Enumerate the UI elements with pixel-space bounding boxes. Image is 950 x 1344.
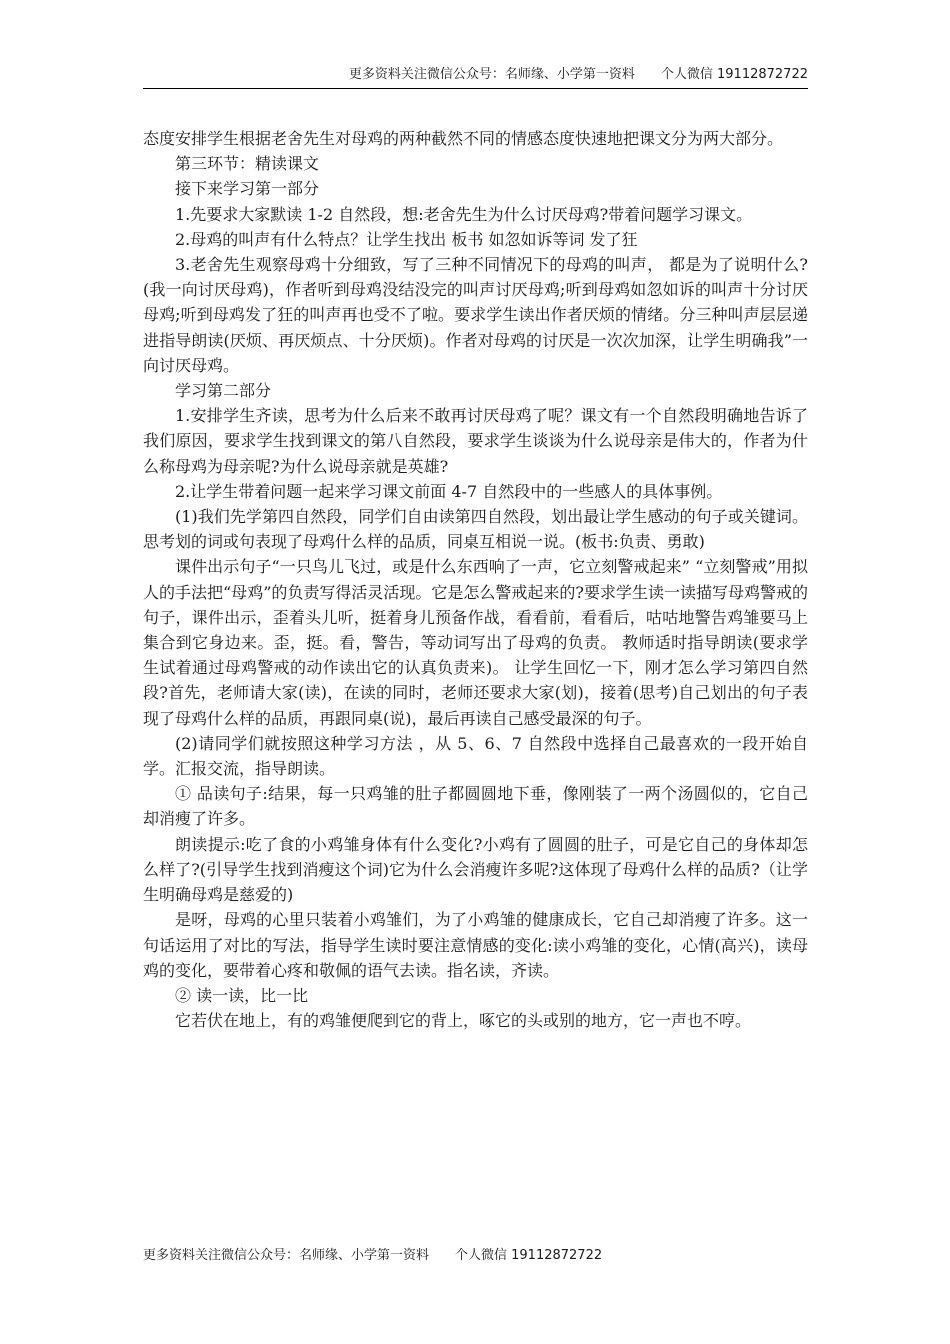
page-header: 更多资料关注微信公众号：名师缘、小学第一资料 个人微信 19112872722 <box>143 66 808 89</box>
paragraph: 3.老舍先生观察母鸡十分细致，写了三种不同情况下的母鸡的叫声， 都是为了说明什么?(我一向讨厌母鸡)，作者听到母鸡没结没完的叫声讨厌母鸡;听到母鸡如忽如诉的叫声十分讨厌母鸡;听到母鸡发了狂的叫声再也受不了啦。要求学生读出作者厌烦的情绪。分三种叫声层层递进指导朗读(厌烦、再厌烦点、十分厌烦)。作者对母鸡的讨厌是一次次加深，让学生明确我”一向讨厌母鸡。 <box>143 255 808 375</box>
paragraph: 接下来学习第一部分 <box>175 179 320 199</box>
paragraph: 学习第二部分 <box>175 381 272 401</box>
paragraph: 课件出示句子“一只鸟儿飞过，或是什么东西响了一声，它立刻警戒起来” “立刻警戒”用拟人的手法把“母鸡”的负责写得活灵活现。它是怎么警戒起来的?要求学生读一读描写母鸡警戒的句子，课件出示，歪着头儿听，挺着身儿预备作战，看看前，看看后，咕咕地警告鸡雏要马上集合到它身边来。歪，挺。看，警告，等动词写出了母鸡的负责。 教师适时指导朗读(要求学生试着通过母鸡警戒的动作读出它的认真负责来)。 让学生回忆一下，刚才怎么学习第四自然段?首先，老师请大家(读)，在读的同时，老师还要求大家(划)，接着(思考)自己划出的句子表现了母鸡什么样的品质，再跟同桌(说)，最后再读自己感受最深的句子。 <box>143 557 808 728</box>
paragraph: 第三环节：精读课文 <box>175 154 320 174</box>
paragraph: 朗读提示:吃了食的小鸡雏身体有什么变化?小鸡有了圆圆的肚子，可是它自己的身体却怎么样了?(引导学生找到消瘦这个词)它为什么会消瘦许多呢?这体现了母鸡什么样的品质?（让学生明确母鸡是慈爱的) <box>143 834 808 905</box>
paragraph: 态度安排学生根据老舍先生对母鸡的两种截然不同的情感态度快速地把课文分为两大部分。 <box>143 129 784 148</box>
paragraph: 1.安排学生齐读，思考为什么后来不敢再讨厌母鸡了呢？课文有一个自然段明确地告诉了我们原因，要求学生找到课文的第八自然段，要求学生谈谈为什么说母亲是伟大的，作者为什么称母鸡为母亲呢?为什么说母亲就是英雄? <box>143 406 808 476</box>
paragraph: 是呀，母鸡的心里只装着小鸡雏们，为了小鸡雏的健康成长，它自己却消瘦了许多。这一句话运用了对比的写法，指导学生读时要注意情感的变化:读小鸡雏的变化，心情(高兴)，读母鸡的变化，要带着心疼和敬佩的语气去读。指名读，齐读。 <box>143 910 808 980</box>
paragraph: (2)请同学们就按照这种学习方法 ，从 5、6、7 自然段中选择自己最喜欢的一段开始自学。汇报交流，指导朗读。 <box>143 733 808 779</box>
paragraph: ② 读一读，比一比 <box>175 985 309 1005</box>
page-footer: 更多资料关注微信公众号：名师缘、小学第一资料 个人微信 19112872722 <box>143 1248 603 1263</box>
paragraph: 2.让学生带着问题一起来学习课文前面 4-7 自然段中的一些感人的具体事例。 <box>175 481 723 501</box>
paragraph: 1.先要求大家默读 1-2 自然段，想:老舍先生为什么讨厌母鸡?带着问题学习课文。 <box>175 204 753 224</box>
paragraph: 2.母鸡的叫声有什么特点？让学生找出 板书 如忽如诉等词 发了狂 <box>175 229 638 249</box>
paragraph: (1)我们先学第四自然段，同学们自由读第四自然段，划出最让学生感动的句子或关键词。思考划的词或句表现了母鸡什么样的品质，同桌互相说一说。(板书:负责、勇敢) <box>143 507 808 552</box>
paragraph: ① 品读句子:结果，每一只鸡雏的肚子都圆圆地下垂，像刚装了一两个汤圆似的，它自己却消瘦了许多。 <box>143 784 808 829</box>
paragraph: 它若伏在地上，有的鸡雏便爬到它的背上，啄它的头或别的地方，它一声也不哼。 <box>175 1011 752 1031</box>
document-body <box>143 126 808 1033</box>
